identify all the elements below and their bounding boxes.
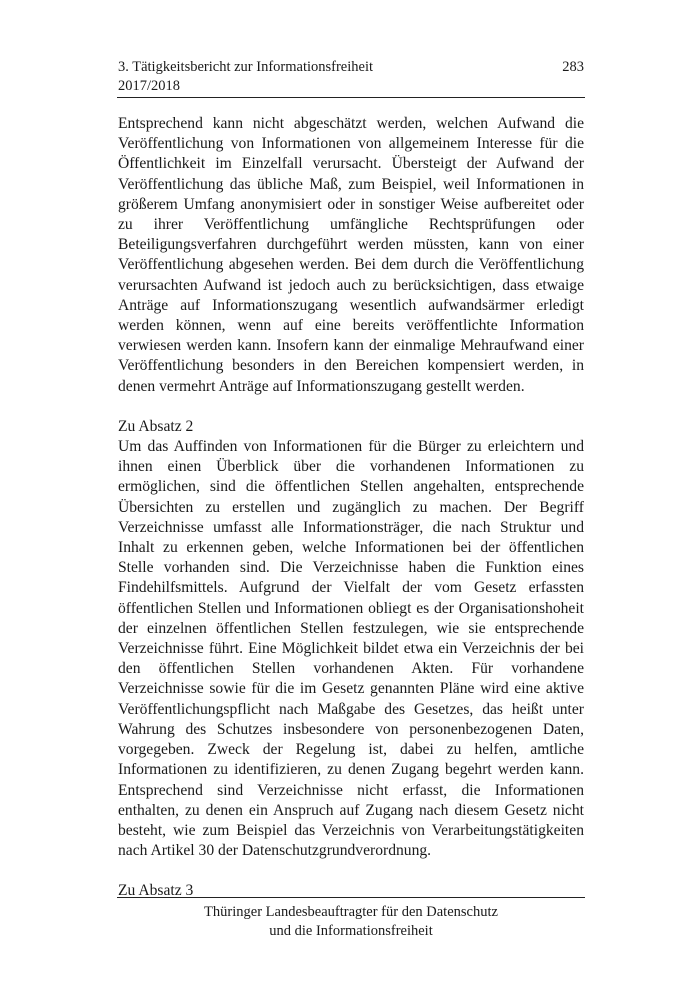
header-title-line1: 3. Tätigkeitsbericht zur Informationsfreiheit	[118, 59, 374, 75]
page-footer	[118, 903, 584, 941]
section-heading-absatz-2: Zu Absatz 2	[118, 417, 194, 435]
footer-line2: und die Informationsfreiheit	[269, 923, 433, 939]
paragraph-gap	[118, 861, 584, 881]
section-heading-absatz-3: Zu Absatz 3	[118, 882, 194, 900]
paragraph-1: Entsprechend kann nicht abgeschätzt werden, welchen Aufwand die Veröffentlichung von Informationen von allgemeinem Interesse für die Öffentlichkeit im Einzelfall verursacht. Übersteigt der Aufwand der Veröffentlichung das übliche Maß, zum Beispiel, weil Informationen in größerem Umfang anonymisiert oder in sonstiger Weise aufbereitet oder zu ihrer Veröffentlichung umfängliche Rechtsprüfungen oder Beteiligungsverfahren durchgeführt werden müssten, kann von einer Veröffentlichung abgesehen werden. Bei dem durch die Veröffentlichung verursachten Aufwand ist jedoch auch zu berücksichtigen, dass etwaige Anträge auf Informationszugang wesentlich aufwandsärmer erledigt werden können, wenn auf eine bereits veröffentlichte Information verwiesen werden kann. Insofern kann der einmalige Mehraufwand einer Veröffentlichung besonders in den Bereichen kompensiert werden, in denen vermehrt Anträge auf Informationszugang gestellt werden.	[118, 115, 584, 395]
footer-line1: Thüringer Landesbeauftragter für den Datenschutz	[204, 904, 498, 920]
page-number: 283	[562, 59, 584, 75]
page-header	[118, 58, 584, 96]
header-title-line2: 2017/2018	[118, 78, 181, 94]
header-divider	[117, 97, 585, 98]
footer-divider	[117, 897, 585, 898]
paragraph-gap	[118, 397, 584, 417]
paragraph-2: Um das Auffinden von Informationen für die Bürger zu erleichtern und ihnen einen Überblick über die vorhandenen Informationen zu ermöglichen, sind die öffentlichen Stellen angehalten, entsprechende Übersichten zu erstellen und zugänglich zu machen. Der Begriff Verzeichnisse umfasst alle Informationsträger, die nach Struktur und Inhalt zu erkennen geben, welche Informationen bei der öffentlichen Stelle vorhanden sind. Die Verzeichnisse haben die Funktion eines Findehilfsmittels. Aufgrund der Vielfalt der vom Gesetz erfassten öffentlichen Stellen und Informationen obliegt es der Organisationshoheit der einzelnen öffentlichen Stellen festzulegen, wie sie entsprechende Verzeichnisse führt. Eine Möglichkeit bildet etwa ein Verzeichnis der bei den öffentlichen Stellen vorhandenen Akten. Für vorhandene Verzeichnisse sowie für die im Gesetz genannten Pläne wird eine aktive Veröffentlichungspflicht nach Maßgabe des Gesetzes, das heißt unter Wahrung des Schutzes insbesondere von personenbezogenen Daten, vorgegeben. Zweck der Regelung ist, dabei zu helfen, amtliche Informationen zu identifizieren, zu denen Zugang begehrt werden kann. Entsprechend sind Verzeichnisse nicht erfasst, die Informationen enthalten, zu denen ein Anspruch auf Zugang nach diesem Gesetz nicht besteht, wie zum Beispiel das Verzeichnis von Verarbeitungstätigkeiten nach Artikel 30 der Datenschutzgrundverordnung.	[118, 438, 584, 860]
page-body	[118, 114, 584, 902]
